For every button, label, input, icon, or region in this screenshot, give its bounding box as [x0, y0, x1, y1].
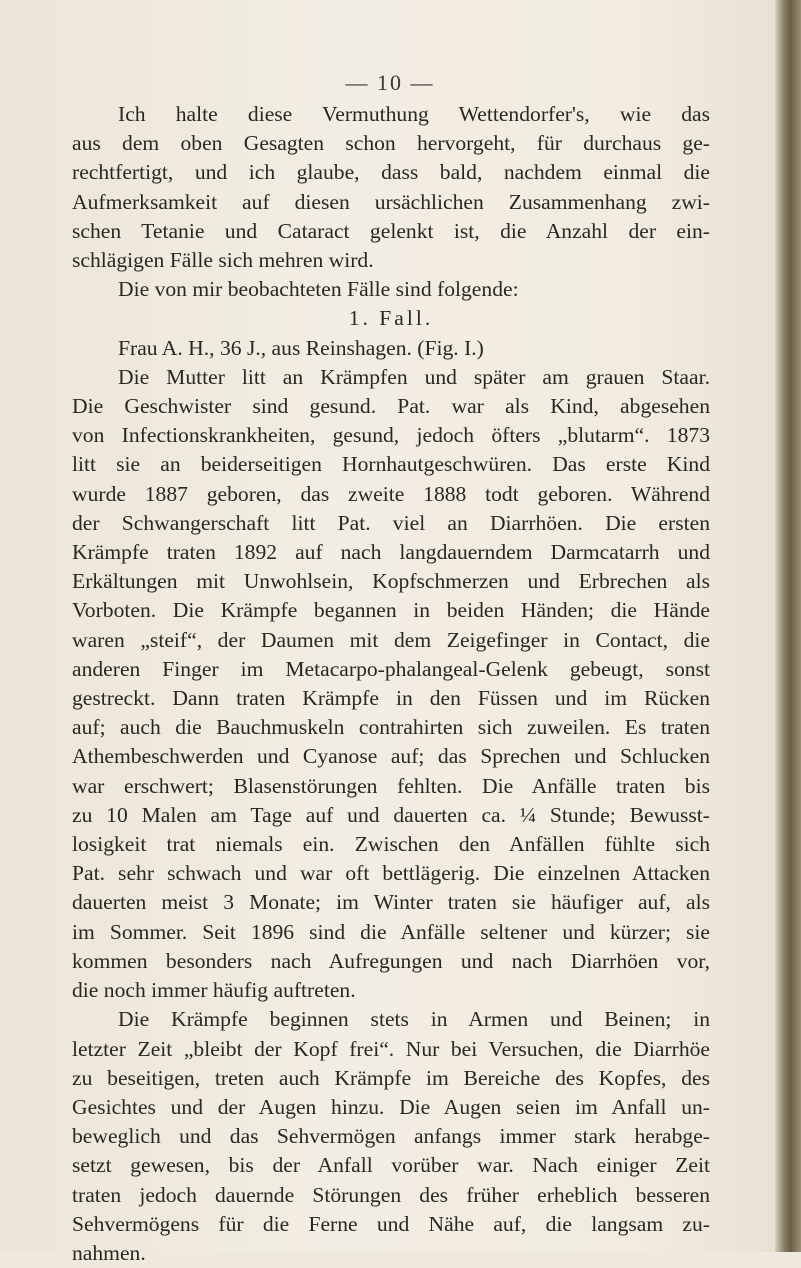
text-line: gestreckt. Dann traten Krämpfe in den Füssen und im Rücken: [72, 686, 710, 711]
text-line: auf; auch die Bauchmuskeln contrahirten sich zuweilen. Es traten: [72, 715, 710, 740]
text-line: Die Krämpfe beginnen stets in Armen und Beinen; in: [118, 1007, 710, 1032]
text-line: die noch immer häufig auftreten.: [72, 978, 356, 1003]
text-line: aus dem oben Gesagten schon hervorgeht, für durchaus ge-: [72, 131, 710, 156]
text-line: Krämpfe traten 1892 auf nach langdauerndem Darmcatarrh und: [72, 540, 710, 565]
text-line: Sehvermögens für die Ferne und Nähe auf, die langsam zu-: [72, 1211, 710, 1236]
text-line: beweglich und das Sehvermögen anfangs immer stark herabge-: [72, 1124, 710, 1149]
text-line: Die Geschwister sind gesund. Pat. war als Kind, abgesehen: [72, 394, 710, 419]
text-line: setzt gewesen, bis der Anfall vorüber war. Nach einiger Zeit: [72, 1153, 710, 1178]
text-line: losigkeit trat niemals ein. Zwischen den Anfällen fühlte sich: [72, 832, 710, 857]
text-line: von Infectionskrankheiten, gesund, jedoch öfters „blutarm“. 1873: [72, 423, 710, 448]
page-edge: [775, 0, 801, 1252]
text-line: litt sie an beiderseitigen Hornhautgeschwüren. Das erste Kind: [72, 452, 710, 477]
text-line: nahmen.: [72, 1240, 146, 1265]
text-line: Die von mir beobachteten Fälle sind folgende:: [118, 277, 519, 302]
page-number: — 10 —: [345, 70, 435, 95]
text-line: zu 10 Malen am Tage auf und dauerten ca. ¼ Stunde; Bewusst-: [72, 802, 710, 827]
text-line: anderen Finger im Metacarpo-phalangeal-Gelenk gebeugt, sonst: [72, 656, 710, 681]
text-line: kommen besonders nach Aufregungen und nach Diarrhöen vor,: [72, 948, 710, 973]
text-line: rechtfertigt, und ich glaube, dass bald, nachdem einmal die: [72, 160, 710, 185]
text-line: Die Mutter litt an Krämpfen und später am grauen Staar.: [118, 364, 710, 389]
text-line: Vorboten. Die Krämpfe begannen in beiden Händen; die Hände: [72, 598, 710, 623]
text-line: traten jedoch dauernde Störungen des früher erheblich besseren: [72, 1182, 710, 1207]
text-line: wurde 1887 geboren, das zweite 1888 todt geboren. Während: [72, 481, 710, 506]
text-line: Ich halte diese Vermuthung Wettendorfer's, wie das: [118, 102, 710, 126]
text-line: dauerten meist 3 Monate; im Winter traten sie häufiger auf, als: [72, 890, 710, 915]
text-line: schlägigen Fälle sich mehren wird.: [72, 248, 374, 273]
text-line: Athembeschwerden und Cyanose auf; das Sprechen und Schlucken: [72, 744, 710, 769]
text-line: letzter Zeit „bleibt der Kopf frei“. Nur bei Versuchen, die Diarrhöe: [72, 1036, 710, 1061]
case-heading: 1. Fall.: [348, 306, 434, 331]
text-line: der Schwangerschaft litt Pat. viel an Diarrhöen. Die ersten: [72, 510, 710, 535]
text-line: schen Tetanie und Cataract gelenkt ist, die Anzahl der ein-: [72, 218, 710, 243]
text-line: Erkältungen mit Unwohlsein, Kopfschmerzen und Erbrechen als: [72, 569, 710, 594]
body-text: [72, 100, 710, 1268]
text-line: waren „steif“, der Daumen mit dem Zeigefinger in Contact, die: [72, 627, 710, 652]
text-line: war erschwert; Blasenstörungen fehlten. Die Anfälle traten bis: [72, 773, 710, 798]
text-line: zu beseitigen, treten auch Krämpfe im Bereiche des Kopfes, des: [72, 1065, 710, 1090]
text-line: Frau A. H., 36 J., aus Reinshagen. (Fig. I.): [118, 335, 484, 360]
text-line: im Sommer. Seit 1896 sind die Anfälle seltener und kürzer; sie: [72, 919, 710, 944]
text-line: Aufmerksamkeit auf diesen ursächlichen Zusammenhang zwi-: [72, 189, 710, 214]
text-line: Gesichtes und der Augen hinzu. Die Augen seien im Anfall un-: [72, 1094, 710, 1119]
text-line: Pat. sehr schwach und war oft bettlägerig. Die einzelnen Attacken: [72, 861, 710, 886]
